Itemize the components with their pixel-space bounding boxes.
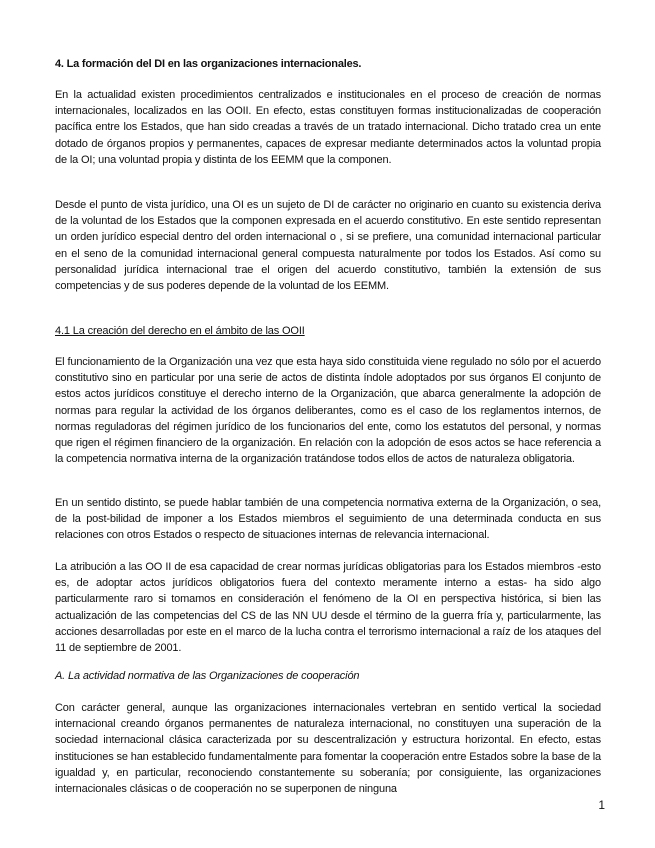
page-number: 1: [598, 798, 605, 812]
paragraph-legal-view: Desde el punto de vista jurídico, una OI es un sujeto de DI de carácter no originario en cuanto su existencia deriva de la voluntad de los Estados que la componen expresada en el acuerdo constitutivo. En este sentido representan un orden jurídico especial dentro del orden internacional o , si se prefiere, una comunidad internacional particular en el seno de la comunidad internacional general compuesta naturalmente por todos los Estados. Así como su personalidad jurídica internacional trae el origen del acuerdo constitutivo, también la extensión de sus competencias y de sus poderes depende de la voluntad de los EEMM.: [55, 199, 601, 293]
paragraph-cooperation: Con carácter general, aunque las organizaciones internacionales vertebran en sentido vertical la sociedad internacional creando órganos permanentes de naturaleza internacional, no constituyen una superación de la sociedad internacional clásica caracterizada por su descentralización y estructura horizontal. En efecto, estas instituciones se han establecido fundamentalmente para fomentar la cooperación entre Estados sobre la base de la igualdad y, en particular, reconociendo constantemente su soberanía; por consiguiente, las organizaciones internacionales clásicas o de cooperación no se superponen de ninguna: [55, 702, 601, 796]
paragraph-attribution: La atribución a las OO II de esa capacidad de crear normas jurídicas obligatorias para los Estados miembros -esto es, de adoptar actos jurídicos obligatorios fuera del contexto meramente interno a estas- ha sido algo particularmente raro si tomamos en consideración el fenómeno de la OI en perspectiva histórica, si bien las actualización de las competencias del CS de las NN UU desde el término de la guerra fría y, particularmente, las acciones desarrolladas por este en el marco de la lucha contra el terrorismo internacional a raíz de los ataques del 11 de septiembre de 2001.: [55, 561, 601, 655]
paragraph-intro: En la actualidad existen procedimientos centralizados e institucionales en el proceso de creación de normas internacionales, localizados en las OOII. En efecto, estas constituyen formas institucionalizadas de cooperación pacífica entre los Estados, que han sido creadas a través de un tratado internacional. Dicho tratado crea un ente dotado de órganos propios y permanentes, capaces de expresar mediante determinados actos la voluntad propia de la OI; una voluntad propia y distinta de los EEMM que la componen.: [55, 89, 601, 166]
italic-subheading: A. La actividad normativa de las Organizaciones de cooperación: [55, 670, 360, 682]
paragraph-external-competence: En un sentido distinto, se puede hablar también de una competencia normativa externa de la Organización, o sea, de la post-bilidad de imponer a los Estados miembros el seguimiento de una determinada conducta en sus relaciones con otros Estados o respecto de situaciones internas de relevancia internacional.: [55, 497, 601, 542]
section-heading: 4. La formación del DI en las organizaciones internacionales.: [55, 58, 362, 70]
paragraph-internal-law: El funcionamiento de la Organización una vez que esta haya sido constituida viene regulado no sólo por el acuerdo constitutivo sino en particular por una serie de actos de distinta índole adoptados por sus órganos El conjunto de estos actos jurídicos constituye el derecho interno de la Organización, que abarca generalmente la adopción de normas para regular la actividad de los órganos deliberantes, como es el caso de los reglamentos internos, de normas reguladoras del régimen jurídico de los funcionarios del ente, como los estatutos del personal, y normas que rigen el régimen financiero de la organización. En relación con la adopción de esos actos se hace referencia a la competencia normativa interna de la organización tratándose todos ellos de actos de naturaleza obligatoria.: [55, 356, 601, 466]
subsection-heading: 4.1 La creación del derecho en el ámbito de las OOII: [55, 325, 305, 337]
